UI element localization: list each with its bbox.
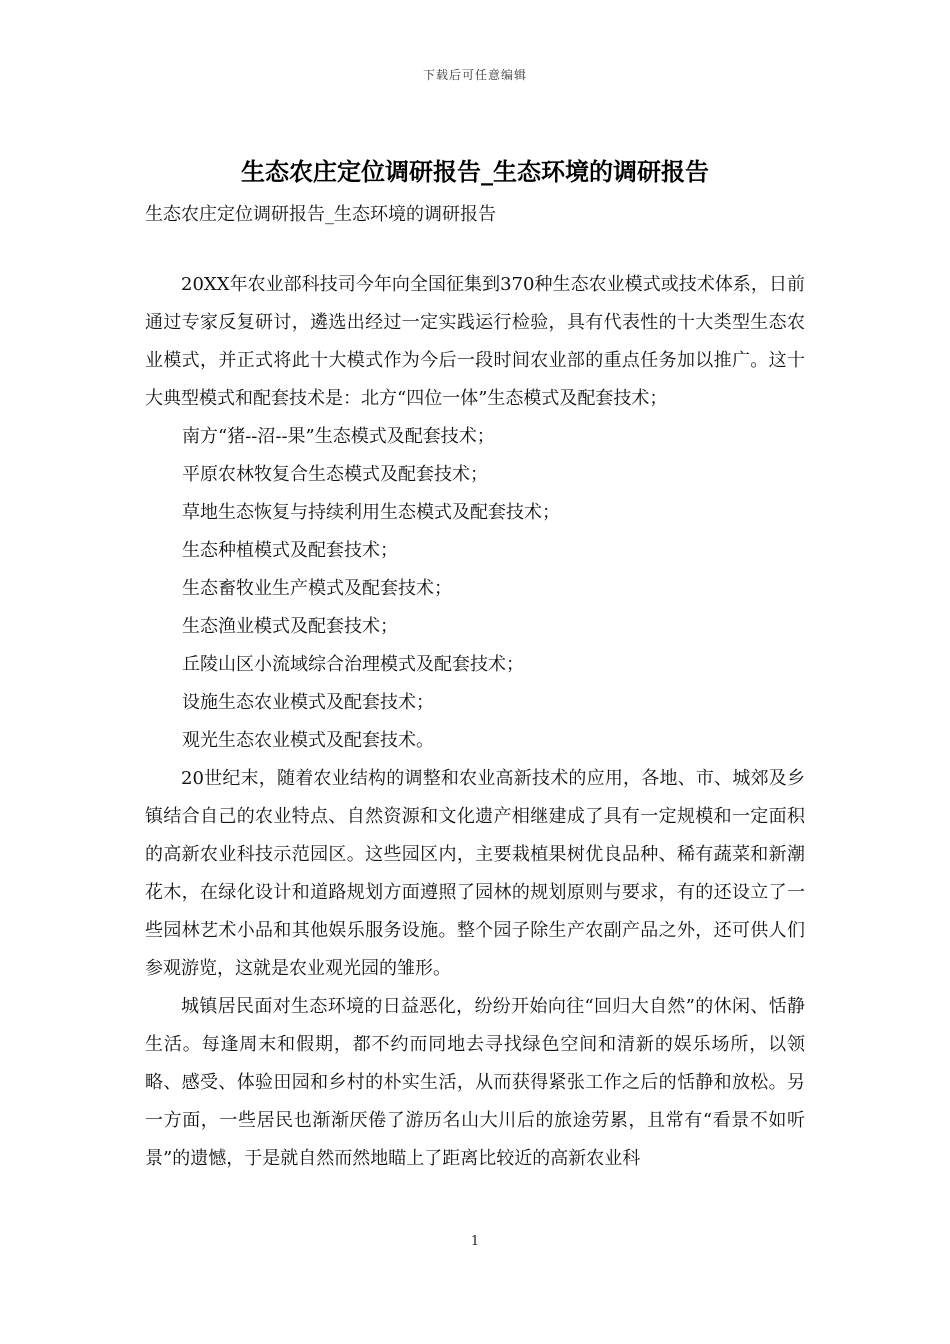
document-body xyxy=(145,266,805,1178)
intro-paragraph: 20XX年农业部科技司今年向全国征集到370种生态农业模式或技术体系，日前通过专家反复研讨，遴选出经过一定实践运行检验，具有代表性的十大类型生态农业模式，并正式将此十大模式作为今后一段时间农业部的重点任务加以推广。这十大典型模式和配套技术是：北方“四位一体”生态模式及配套技术； xyxy=(145,274,805,409)
model-list-item: 平原农林牧复合生态模式及配套技术； xyxy=(182,464,488,485)
model-list-item: 南方“猪--沼--果”生态模式及配套技术； xyxy=(182,426,495,447)
model-list-item: 设施生态农业模式及配套技术； xyxy=(182,692,434,713)
body-paragraph: 20世纪末，随着农业结构的调整和农业高新技术的应用，各地、市、城郊及乡镇结合自己的农业特点、自然资源和文化遗产相继建成了具有一定规模和一定面积的高新农业科技示范园区。这些园区内，主要栽植果树优良品种、稀有蔬菜和新潮花木，在绿化设计和道路规划方面遵照了园林的规划原则与要求，有的还设立了一些园林艺术小品和其他娱乐服务设施。整个园子除生产农副产品之外，还可供人们参观游览，这就是农业观光园的雏形。 xyxy=(145,768,805,979)
model-list-item: 生态种植模式及配套技术； xyxy=(182,540,398,561)
page-number: 1 xyxy=(470,1234,480,1249)
model-list-item: 观光生态农业模式及配套技术。 xyxy=(182,730,434,751)
model-list-item: 丘陵山区小流域综合治理模式及配套技术； xyxy=(182,654,524,675)
body-paragraph: 城镇居民面对生态环境的日益恶化，纷纷开始向往“回归大自然”的休闲、恬静生活。每逢周末和假期，都不约而同地去寻找绿色空间和清新的娱乐场所，以领略、感受、体验田园和乡村的朴实生活，从而获得紧张工作之后的恬静和放松。另一方面，一些居民也渐渐厌倦了游历名山大川后的旅途劳累，且常有“看景不如听景”的遗憾，于是就自然而然地瞄上了距离比较近的高新农业科 xyxy=(145,996,805,1169)
page-header-note: 下载后可任意编辑 xyxy=(422,68,527,82)
model-list-item: 草地生态恢复与持续利用生态模式及配套技术； xyxy=(182,502,560,523)
document-title: 生态农庄定位调研报告_生态环境的调研报告 xyxy=(241,158,709,186)
document-subtitle: 生态农庄定位调研报告_生态环境的调研报告 xyxy=(145,204,496,225)
model-list-item: 生态渔业模式及配套技术； xyxy=(182,616,398,637)
model-list-item: 生态畜牧业生产模式及配套技术； xyxy=(182,578,452,599)
